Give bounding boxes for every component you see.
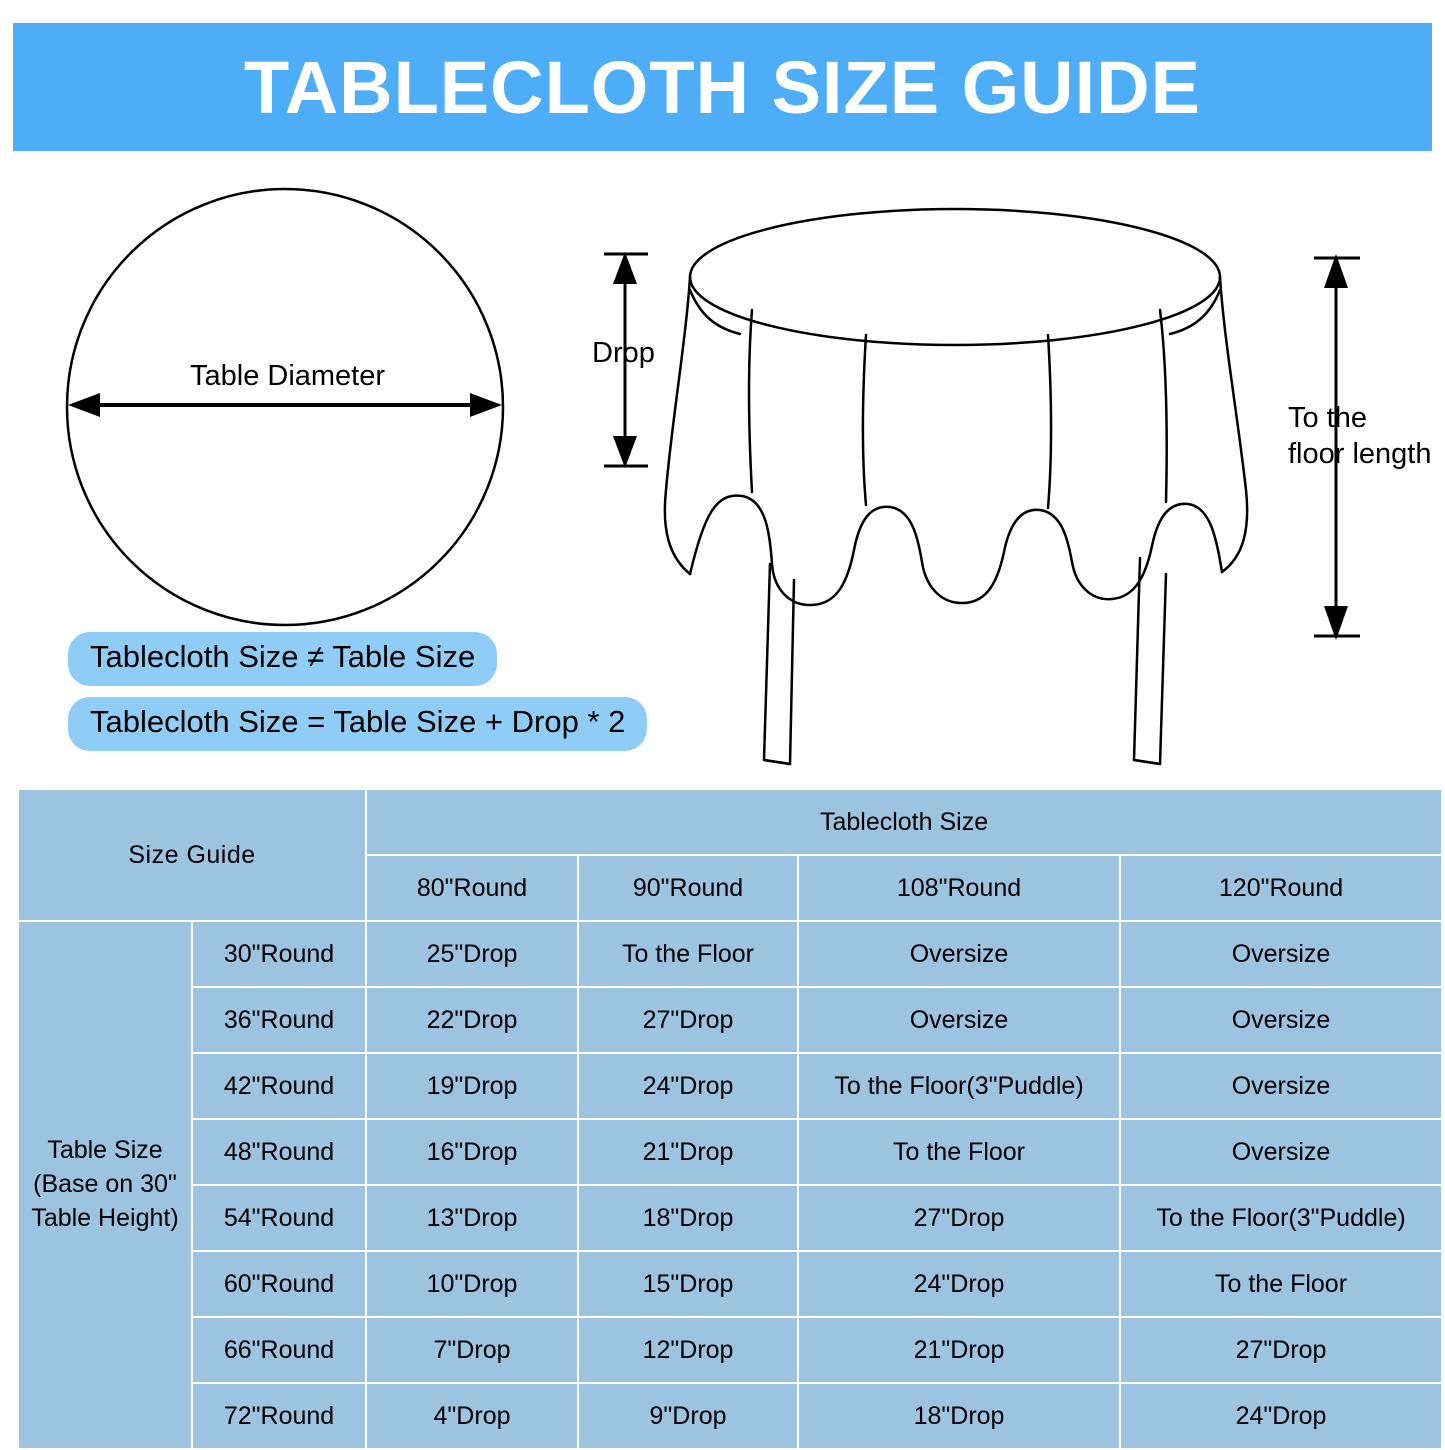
floor-length-label-line1: To the <box>1288 402 1367 434</box>
size-guide-table-wrap <box>17 788 1429 1450</box>
cell-42-108: To the Floor(3"Puddle) <box>799 1054 1119 1118</box>
drop-label: Drop <box>592 337 655 369</box>
cell-42-90: 24"Drop <box>579 1054 797 1118</box>
column-header-90-round: 90"Round <box>579 856 797 920</box>
cell-54-108: 27"Drop <box>799 1186 1119 1250</box>
cell-60-108: 24"Drop <box>799 1252 1119 1316</box>
table-row <box>19 1384 1441 1448</box>
side-header-line1: Table Size <box>47 1136 163 1165</box>
table-row <box>19 1186 1441 1250</box>
cell-48-80: 16"Drop <box>367 1120 577 1184</box>
cell-66-80: 7"Drop <box>367 1318 577 1382</box>
column-header-80-round: 80"Round <box>367 856 577 920</box>
cell-54-90: 18"Drop <box>579 1186 797 1250</box>
table-row <box>19 922 1441 986</box>
round-table-top-view <box>67 189 503 625</box>
size-guide-table <box>17 788 1443 1450</box>
cell-66-108: 21"Drop <box>799 1318 1119 1382</box>
table-header-row-top <box>19 790 1441 854</box>
size-guide-corner-title: Size Guide <box>19 790 365 920</box>
table-row <box>19 1054 1441 1118</box>
cell-54-80: 13"Drop <box>367 1186 577 1250</box>
table-size-side-header <box>19 922 191 1448</box>
table-row <box>19 988 1441 1052</box>
row-label-48-round: 48"Round <box>193 1120 365 1184</box>
header-banner <box>13 23 1432 151</box>
table-row <box>19 1120 1441 1184</box>
table-diameter-label: Table Diameter <box>190 360 386 392</box>
cell-30-120: Oversize <box>1121 922 1441 986</box>
side-header-line3: Table Height) <box>31 1203 179 1232</box>
cell-60-120: To the Floor <box>1121 1252 1441 1316</box>
cell-48-120: Oversize <box>1121 1120 1441 1184</box>
row-label-72-round: 72"Round <box>193 1384 365 1448</box>
tablecloth-side-view <box>665 209 1247 764</box>
row-label-54-round: 54"Round <box>193 1186 365 1250</box>
cell-72-120: 24"Drop <box>1121 1384 1441 1448</box>
formula-pill-inequality: Tablecloth Size ≠ Table Size <box>68 632 497 686</box>
cell-60-80: 10"Drop <box>367 1252 577 1316</box>
row-label-60-round: 60"Round <box>193 1252 365 1316</box>
cell-48-108: To the Floor <box>799 1120 1119 1184</box>
cell-54-120: To the Floor(3"Puddle) <box>1121 1186 1441 1250</box>
cell-42-80: 19"Drop <box>367 1054 577 1118</box>
row-label-66-round: 66"Round <box>193 1318 365 1382</box>
cell-60-90: 15"Drop <box>579 1252 797 1316</box>
cell-36-90: 27"Drop <box>579 988 797 1052</box>
row-label-42-round: 42"Round <box>193 1054 365 1118</box>
row-label-30-round: 30"Round <box>193 922 365 986</box>
cell-66-90: 12"Drop <box>579 1318 797 1382</box>
side-header-line2: (Base on 30" <box>33 1170 177 1199</box>
formula-pill-equation: Tablecloth Size = Table Size + Drop * 2 <box>68 697 647 751</box>
cell-36-120: Oversize <box>1121 988 1441 1052</box>
cell-36-108: Oversize <box>799 988 1119 1052</box>
page-title: TABLECLOTH SIZE GUIDE <box>244 45 1201 129</box>
cell-66-120: 27"Drop <box>1121 1318 1441 1382</box>
table-row <box>19 1252 1441 1316</box>
cell-30-108: Oversize <box>799 922 1119 986</box>
column-header-120-round: 120"Round <box>1121 856 1441 920</box>
cell-42-120: Oversize <box>1121 1054 1441 1118</box>
floor-length-label-line2: floor length <box>1288 438 1432 471</box>
cell-48-90: 21"Drop <box>579 1120 797 1184</box>
cell-72-80: 4"Drop <box>367 1384 577 1448</box>
cell-30-90: To the Floor <box>579 922 797 986</box>
cell-36-80: 22"Drop <box>367 988 577 1052</box>
cell-72-90: 9"Drop <box>579 1384 797 1448</box>
cell-72-108: 18"Drop <box>799 1384 1119 1448</box>
column-header-108-round: 108"Round <box>799 856 1119 920</box>
table-row <box>19 1318 1441 1382</box>
tablecloth-size-header: Tablecloth Size <box>367 790 1441 854</box>
cell-30-80: 25"Drop <box>367 922 577 986</box>
row-label-36-round: 36"Round <box>193 988 365 1052</box>
